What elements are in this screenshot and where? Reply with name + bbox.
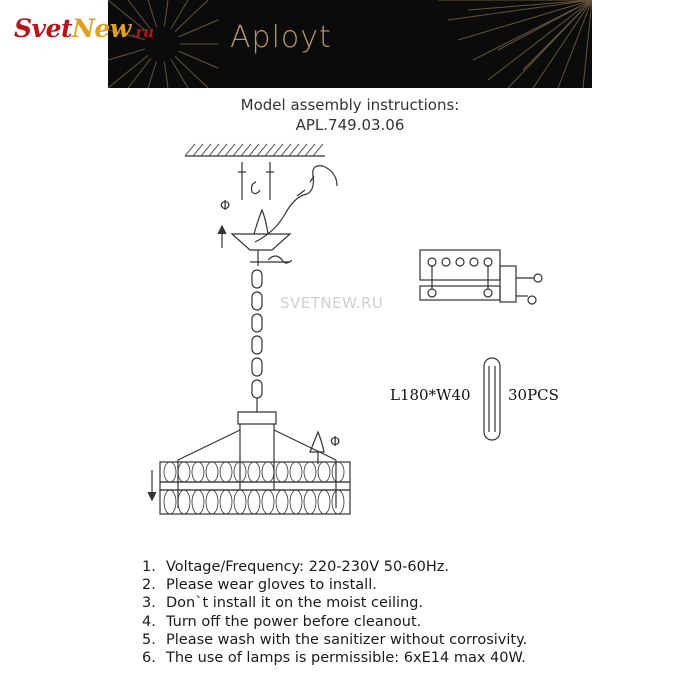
item-number: 4. [142, 613, 156, 630]
list-item [142, 558, 527, 576]
site-logo[interactable] [14, 14, 153, 43]
chain [252, 270, 262, 398]
model-number: APL.749.03.06 [295, 116, 405, 134]
mounting-screws [238, 162, 274, 200]
item-number: 2. [142, 577, 156, 594]
item-text: Please wash with the sanitizer without corrosivity. [166, 631, 528, 648]
list-item [142, 613, 527, 631]
brand-logo-text: Aployt [230, 20, 332, 55]
item-number: 6. [142, 650, 156, 667]
instructions-list [142, 558, 527, 667]
sunburst-decoration [108, 0, 592, 88]
central-hub [238, 412, 276, 424]
site-logo-main: Svet [14, 14, 73, 43]
item-text: The use of lamps is permissible: 6xE14 max 40W. [166, 650, 526, 667]
item-text: Don`t install it on the moist ceiling. [166, 595, 424, 612]
crystal-prism [484, 358, 500, 440]
list-item [142, 649, 527, 667]
item-number: 5. [142, 631, 156, 648]
brand-banner [108, 0, 592, 88]
item-text: Turn off the power before cleanout. [166, 613, 422, 630]
site-logo-suffix: .ru [130, 23, 154, 41]
list-item [142, 631, 527, 649]
svg-text:Φ: Φ [220, 199, 231, 214]
list-item [142, 594, 527, 612]
crystal-count: 30PCS [508, 386, 559, 404]
canopy-lamp [254, 210, 268, 234]
svg-text:Φ: Φ [330, 435, 341, 450]
wiring-diagram [420, 250, 542, 304]
watermark: SVETNEW.RU [280, 294, 384, 312]
ceiling-hatch [185, 144, 323, 156]
item-text: Please wear gloves to install. [166, 577, 377, 594]
assembly-drawing [0, 130, 700, 560]
site-logo-accent: New [72, 14, 131, 43]
crystal-size: L180*W40 [390, 386, 471, 404]
canopy [232, 234, 290, 250]
page-title: Model assembly instructions: [240, 96, 460, 114]
item-number: 3. [142, 595, 156, 612]
crystal-ring [160, 462, 350, 514]
item-text: Voltage/Frequency: 220-230V 50-60Hz. [166, 559, 449, 575]
item-number: 1. [142, 559, 156, 575]
list-item [142, 576, 527, 594]
